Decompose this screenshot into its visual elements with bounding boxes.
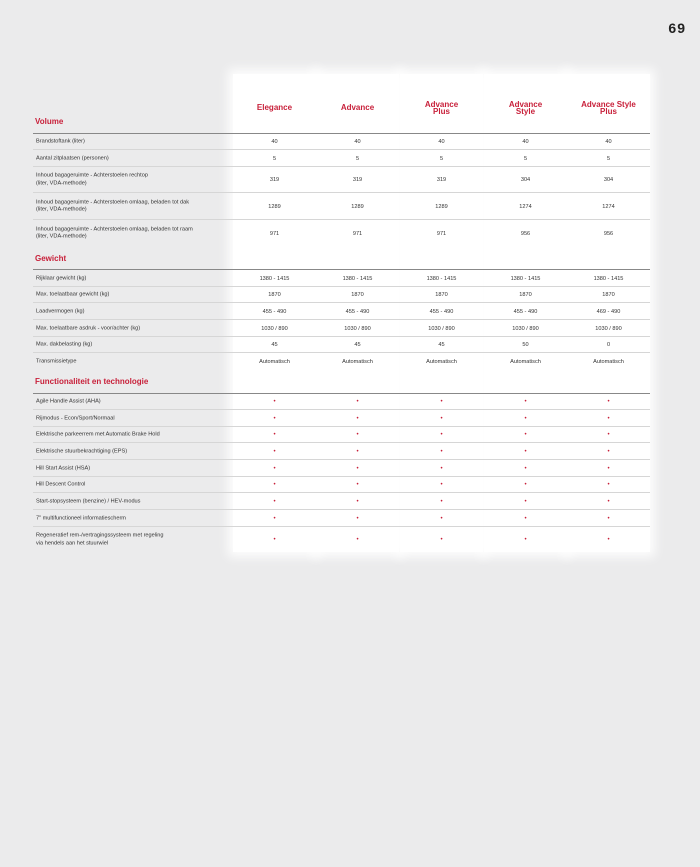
spec-label: Brandstoftank (liter) [36, 138, 85, 145]
spec-row [0, 394, 700, 410]
spec-row [0, 303, 700, 320]
included-marker: • [524, 498, 527, 505]
spec-value: 1380 - 1415 [259, 275, 290, 282]
included-marker: • [607, 465, 610, 472]
included-marker: • [440, 482, 443, 488]
spec-row [0, 493, 700, 510]
spec-value: 1380 - 1415 [342, 275, 373, 282]
spec-value: 956 [520, 230, 531, 237]
spec-label: Hill Descent Control [36, 481, 86, 488]
spec-value: 971 [352, 230, 363, 237]
spec-value: 1870 [519, 292, 532, 298]
spec-value: 455 - 490 [429, 308, 454, 315]
spec-label: Hill Start Assist (HSA) [36, 464, 91, 471]
included-marker: • [356, 482, 359, 488]
included-marker: • [607, 415, 610, 422]
spec-value: 40 [354, 139, 361, 145]
spec-value: 971 [269, 230, 280, 237]
spec-row [0, 427, 700, 443]
spec-value: 40 [522, 139, 529, 145]
spec-row [0, 337, 700, 353]
spec-value: 971 [436, 230, 447, 237]
page-number: 69 [668, 20, 686, 36]
spec-value: 304 [520, 177, 531, 183]
included-marker: • [440, 415, 443, 422]
spec-row [0, 320, 700, 337]
spec-row [0, 477, 700, 493]
included-marker: • [273, 465, 276, 472]
spec-row [0, 527, 700, 553]
spec-value: 1289 [351, 203, 364, 210]
included-marker: • [607, 498, 610, 505]
spec-value: 1030 / 890 [512, 325, 539, 332]
spec-value: 1380 - 1415 [593, 275, 624, 282]
spec-value: 1030 / 890 [261, 325, 288, 332]
spec-row [0, 353, 700, 370]
included-marker: • [607, 432, 610, 438]
spec-value: 40 [271, 139, 278, 145]
spec-value: Automatisch [510, 358, 541, 365]
spec-value: 319 [352, 177, 363, 183]
included-marker: • [524, 399, 527, 405]
spec-value: 956 [603, 230, 614, 237]
spec-value: 5 [523, 155, 528, 162]
spec-value: 1030 / 890 [344, 325, 371, 332]
included-marker: • [273, 415, 276, 422]
spec-value: 1380 - 1415 [426, 275, 457, 282]
spec-value: 45 [271, 342, 278, 348]
included-marker: • [607, 515, 610, 522]
section-title: Volume [35, 117, 64, 126]
section-title: Gewicht [35, 254, 67, 263]
included-marker: • [607, 448, 610, 455]
spec-value: 319 [436, 177, 447, 183]
spec-value: 1030 / 890 [428, 325, 455, 332]
spec-row [0, 287, 700, 303]
included-marker: • [273, 482, 276, 488]
spec-label: 7" multifunctioneel informatiescherm [36, 514, 126, 521]
spec-value: 304 [603, 177, 614, 183]
spec-value: Automatisch [259, 358, 290, 365]
spec-value: 50 [522, 342, 529, 348]
spec-value: 1380 - 1415 [510, 275, 541, 282]
spec-label: Max. toelaatbare asdruk - voor/achter (kg) [36, 324, 141, 331]
included-marker: • [273, 498, 276, 505]
spec-value: Automatisch [426, 358, 457, 365]
spec-row [0, 134, 700, 150]
spec-value: 1870 [268, 292, 281, 298]
included-marker: • [607, 537, 610, 543]
spec-value: 469 - 490 [596, 308, 621, 315]
column-header: Advance [340, 103, 375, 113]
included-marker: • [607, 399, 610, 405]
spec-value: 45 [354, 342, 361, 348]
spec-row [0, 410, 700, 427]
included-marker: • [273, 537, 276, 543]
included-marker: • [356, 498, 359, 505]
included-marker: • [356, 399, 359, 405]
spec-label: Agile Handle Assist (AHA) [36, 398, 101, 405]
spec-value: 1870 [435, 292, 448, 298]
included-marker: • [356, 537, 359, 543]
spec-row [0, 167, 700, 193]
spec-label: Inhoud bagageruimte - Achterstoelen rechtop (liter, VDA-methode) [36, 172, 148, 186]
included-marker: • [440, 498, 443, 505]
spec-value: 45 [438, 342, 445, 348]
spec-label: Laadvermogen (kg) [36, 307, 85, 314]
spec-value: 5 [439, 155, 444, 162]
spec-label: Max. dakbelasting (kg) [36, 341, 93, 348]
included-marker: • [524, 415, 527, 422]
column-header: Advance Plus [424, 99, 459, 116]
included-marker: • [524, 482, 527, 488]
included-marker: • [356, 465, 359, 472]
spec-label: Start-stopsysteem (benzine) / HEV-modus [36, 497, 141, 504]
included-marker: • [356, 432, 359, 438]
spec-value: 455 - 490 [345, 308, 370, 315]
spec-value: 5 [606, 155, 611, 162]
column-header: Advance Style Plus [581, 99, 636, 116]
included-marker: • [356, 515, 359, 522]
spec-row [0, 220, 700, 247]
spec-value: 5 [272, 155, 277, 162]
included-marker: • [440, 537, 443, 543]
included-marker: • [607, 482, 610, 488]
spec-value: 40 [605, 139, 612, 145]
spec-value: 1274 [602, 203, 615, 210]
section-title: Functionaliteit en technologie [35, 377, 149, 386]
spec-value: 1030 / 890 [595, 325, 622, 332]
spec-value: 1870 [351, 292, 364, 298]
spec-value: Automatisch [342, 358, 373, 365]
column-header: Advance Style [508, 99, 543, 116]
spec-label: Regeneratief rem-/vertragingssysteem met regeling via hendels aan het stuurwiel [36, 532, 164, 546]
included-marker: • [524, 465, 527, 472]
spec-label: Aantal zitplaatsen (personen) [36, 154, 109, 161]
included-marker: • [524, 432, 527, 438]
column-header: Elegance [256, 103, 293, 113]
spec-value: 0 [606, 342, 611, 348]
spec-value: 1274 [519, 203, 532, 210]
spec-label: Transmissietype [36, 357, 77, 364]
spec-value: 1870 [602, 292, 615, 298]
spec-label: Max. toelaatbaar gewicht (kg) [36, 291, 110, 298]
included-marker: • [524, 448, 527, 455]
spec-label: Inhoud bagageruimte - Achterstoelen omlaag, beladen tot dak (liter, VDA-methode) [36, 199, 190, 213]
spec-value: 455 - 490 [262, 308, 287, 315]
spec-label: Inhoud bagageruimte - Achterstoelen omlaag, beladen tot raam (liter, VDA-methode) [36, 226, 193, 240]
included-marker: • [356, 415, 359, 422]
included-marker: • [440, 432, 443, 438]
spec-label: Elektrische parkeerrem met Automatic Brake Hold [36, 431, 160, 438]
included-marker: • [524, 537, 527, 543]
spec-label: Rijmodus - Econ/Sport/Normaal [36, 414, 115, 421]
included-marker: • [440, 515, 443, 522]
included-marker: • [273, 432, 276, 438]
spec-row [0, 193, 700, 220]
included-marker: • [440, 448, 443, 455]
spec-value: 1289 [268, 203, 281, 210]
spec-row [0, 510, 700, 527]
spec-row [0, 460, 700, 477]
spec-value: 319 [269, 177, 280, 183]
included-marker: • [524, 515, 527, 522]
spec-value: 40 [438, 139, 445, 145]
spec-label: Rijklaar gewicht (kg) [36, 274, 87, 281]
included-marker: • [273, 448, 276, 455]
included-marker: • [440, 399, 443, 405]
spec-value: 5 [355, 155, 360, 162]
spec-row [0, 443, 700, 460]
spec-value: Automatisch [593, 358, 624, 365]
spec-value: 455 - 490 [513, 308, 538, 315]
spec-row [0, 150, 700, 167]
included-marker: • [273, 399, 276, 405]
included-marker: • [273, 515, 276, 522]
included-marker: • [440, 465, 443, 472]
spec-label: Elektrische stuurbekrachtiging (EPS) [36, 447, 128, 454]
included-marker: • [356, 448, 359, 455]
spec-row [0, 270, 700, 287]
spec-value: 1289 [435, 203, 448, 210]
